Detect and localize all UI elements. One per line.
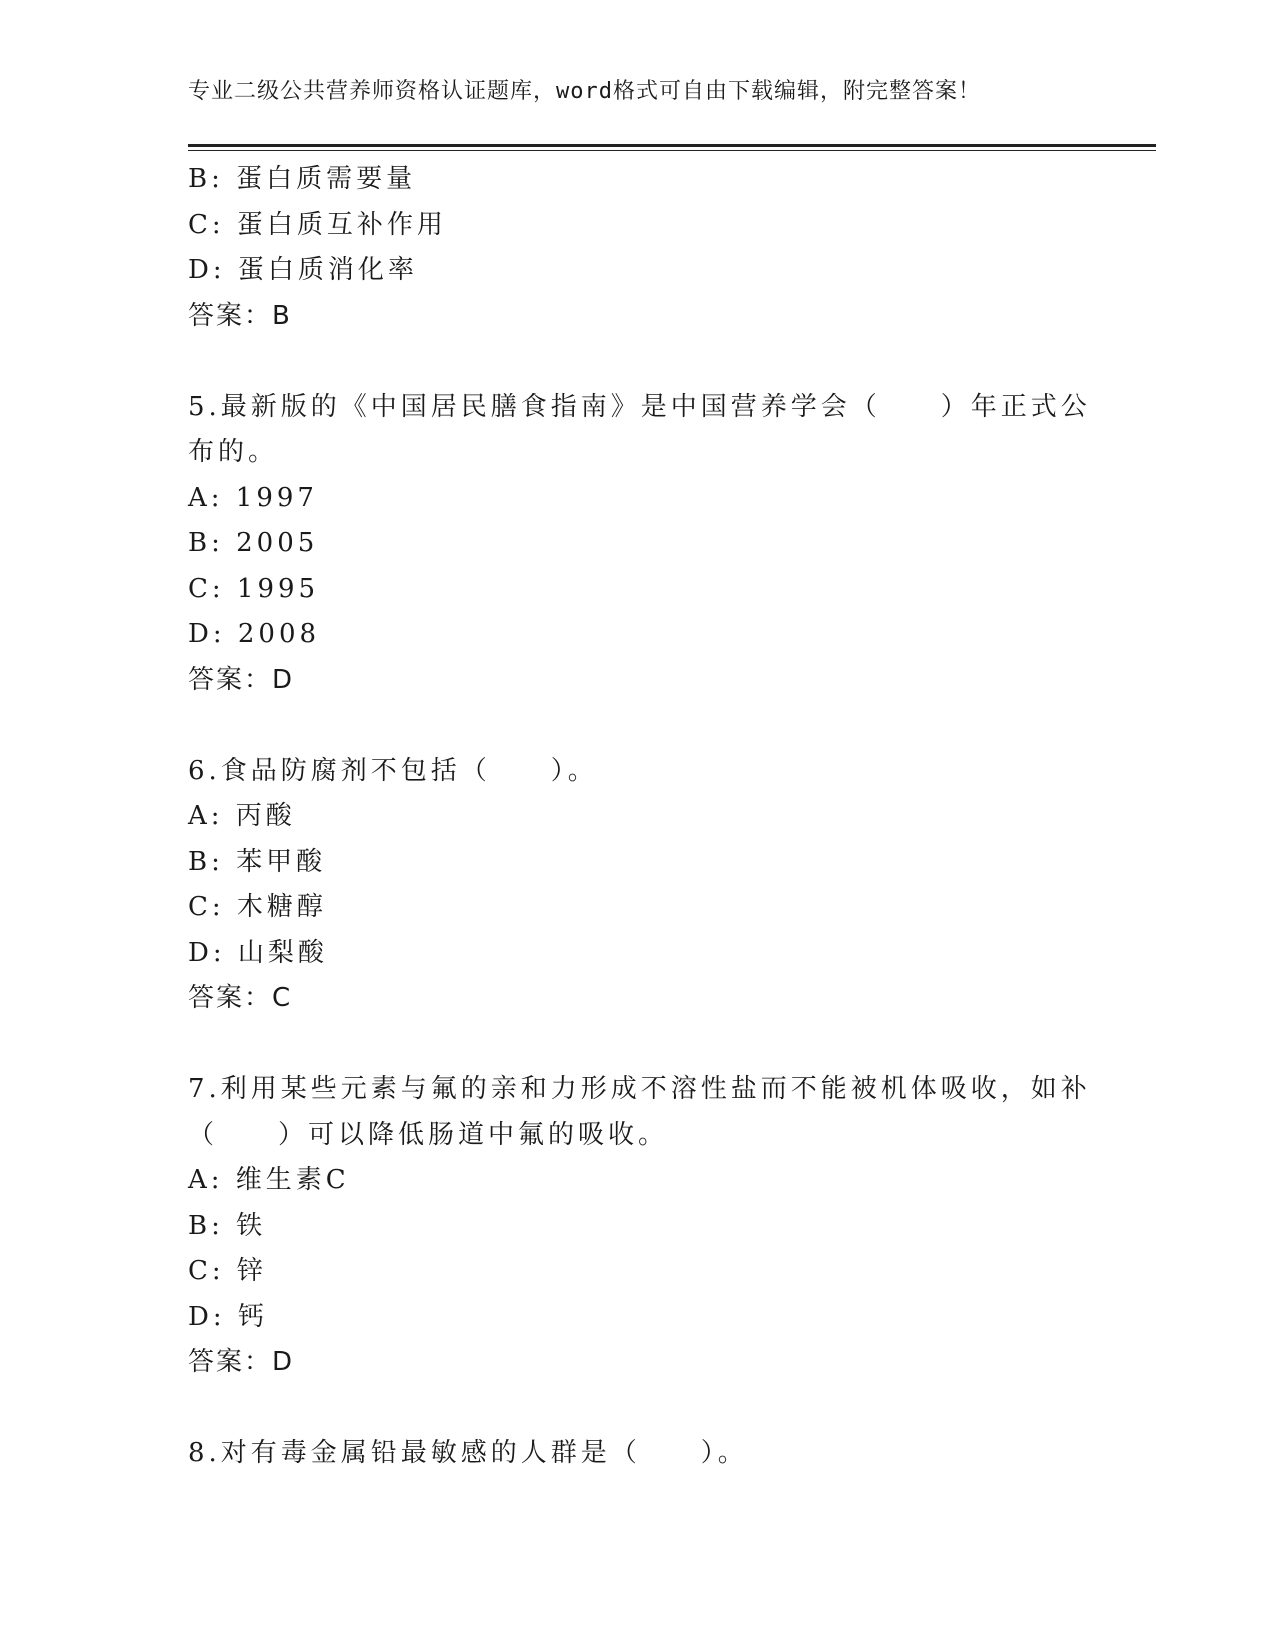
q7-option-c: C: 锌 bbox=[188, 1256, 267, 1286]
q5-question-line2: 布的。 bbox=[188, 437, 279, 467]
q7-answer: 答案：D bbox=[188, 1347, 295, 1377]
q6-option-b: B: 苯甲酸 bbox=[188, 846, 327, 877]
q5-option-c: C: 1995 bbox=[188, 573, 320, 604]
header-rule-thin bbox=[188, 150, 1156, 151]
question-6 bbox=[188, 749, 1068, 1022]
q7-question-line2: （ ）可以降低肠道中氟的吸收。 bbox=[188, 1119, 669, 1150]
spacer bbox=[188, 1386, 1068, 1432]
q6-option-a: A: 丙酸 bbox=[188, 801, 296, 831]
spacer bbox=[188, 1022, 1068, 1068]
spacer bbox=[188, 339, 1068, 385]
question-7 bbox=[188, 1067, 1091, 1386]
page-header: 专业二级公共营养师资格认证题库，word格式可自由下载编辑，附完整答案！ bbox=[188, 79, 981, 104]
q4-answer: 答案：B bbox=[188, 300, 292, 331]
spacer bbox=[188, 703, 1068, 749]
question-8 bbox=[188, 1431, 1068, 1477]
q7-option-a: A: 维生素C bbox=[188, 1165, 350, 1195]
question-5 bbox=[188, 385, 1091, 704]
q4-option-b: B: 蛋白质需要量 bbox=[188, 164, 417, 194]
header-rule-thick bbox=[188, 144, 1156, 147]
q6-answer: 答案：C bbox=[188, 983, 293, 1013]
q5-answer: 答案：D bbox=[188, 664, 295, 695]
q5-option-d: D: 2008 bbox=[188, 619, 321, 649]
q7-question-line1: 7.利用某些元素与氟的亲和力形成不溶性盐而不能被机体吸收，如补 bbox=[188, 1074, 1091, 1104]
q5-option-b: B: 2005 bbox=[188, 528, 319, 558]
q4-option-d: D: 蛋白质消化率 bbox=[188, 255, 418, 285]
question-4-continued bbox=[188, 157, 1068, 339]
q5-option-a: A: 1997 bbox=[188, 482, 318, 513]
q5-question-line1: 5.最新版的《中国居民膳食指南》是中国营养学会（ ）年正式公 bbox=[188, 391, 1091, 422]
q8-question: 8.对有毒金属铅最敏感的人群是（ ）。 bbox=[188, 1438, 748, 1468]
question-list bbox=[188, 157, 1091, 1477]
q7-option-b: B: 铁 bbox=[188, 1210, 267, 1241]
q6-question: 6.食品防腐剂不包括（ ）。 bbox=[188, 755, 598, 786]
q6-option-c: C: 木糖醇 bbox=[188, 892, 327, 922]
q4-option-c: C: 蛋白质互补作用 bbox=[188, 209, 447, 240]
q6-option-d: D: 山梨酸 bbox=[188, 937, 328, 968]
q7-option-d: D: 钙 bbox=[188, 1301, 268, 1332]
